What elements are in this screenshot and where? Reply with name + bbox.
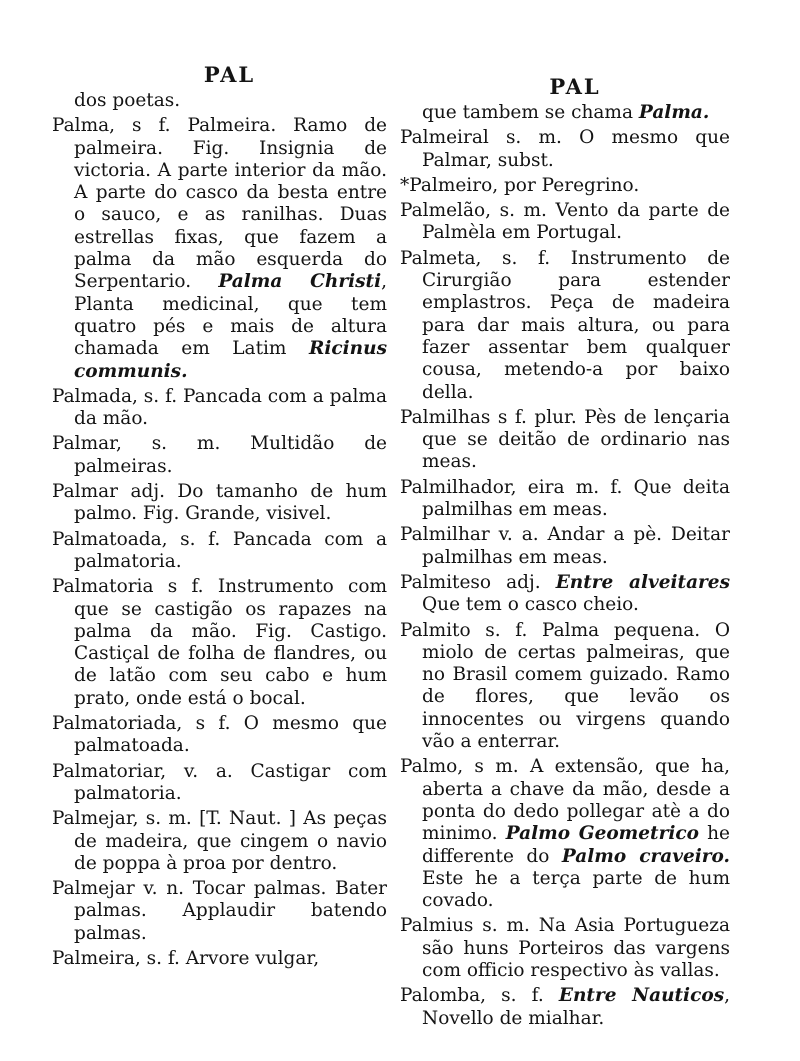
entry-palmejar-sm: Palmejar, s. m. [T. Naut. ] As peças de madeira, que cingem o navio de poppa à proa por dentro. — [52, 808, 387, 874]
left-column — [52, 60, 387, 973]
entry-palmelao: Palmelão, s. m. Vento da parte de Palmèla em Portugal. — [400, 200, 730, 244]
entry-palmatoriar: Palmatoriar, v. a. Castigar com palmatoria. — [52, 760, 387, 804]
entry-palmilhar: Palmilhar v. a. Andar a pè. Deitar palmilhas em meas. — [400, 524, 730, 568]
entry-palmatoria: Palmatoria s f. Instrumento com que se castigão os rapazes na palma da mão. Fig. Castigo. Castiçal de folha de flandres, ou de latão com seu cabo e hum prato, onde está o bocal. — [52, 576, 387, 709]
entry-palmeira: Palmeira, s. f. Arvore vulgar, — [52, 947, 320, 969]
entry-palmada: Palmada, s. f. Pancada com a palma da mão. — [52, 385, 387, 430]
entry-palmeiral: Palmeiral s. m. O mesmo que Palmar, subst. — [400, 127, 730, 171]
entry-continuation: dos poetas. — [74, 90, 181, 111]
entry-palmar-sm: Palmar, s. m. Multidão de palmeiras. — [52, 433, 387, 477]
right-running-head: PAL — [549, 74, 601, 99]
entry-palmeta: Palmeta, s. f. Instrumento de Cirurgião para estender emplastros. Peça de madeira para dar mais altura, ou para fazer assentar bem qualquer cousa, metendo-a por baixo della. — [400, 247, 730, 403]
entry-palmar-adj: Palmar adj. Do tamanho de hum palmo. Fig. Grande, visivel. — [52, 481, 387, 525]
entry-continuation: que tambem se chama Palma. — [422, 102, 710, 123]
right-column — [400, 60, 730, 1033]
entry-palma: Palma, s f. Palmeira. Ramo de palmeira. Fig. Insignia de victoria. A parte interior da mão. A parte do casco da besta entre o sauco, e as ranilhas. Duas estrellas fixas, que fazem a palma da mão esquerda do Serpentario. Palma Christi, Planta medicinal, que tem quatro pés e mais de altura chamada em Latim Ricinus communis. — [52, 115, 387, 382]
entry-palmilhador: Palmilhador, eira m. f. Que deita palmilhas em meas. — [400, 476, 730, 521]
entry-palmatoriada: Palmatoriada, s f. O mesmo que palmatoada. — [52, 713, 387, 757]
left-running-head: PAL — [203, 62, 256, 87]
entry-palmiteso: Palmiteso adj. Entre alveitares Que tem o casco cheio. — [400, 571, 730, 616]
entry-palmatoada: Palmatoada, s. f. Pancada com a palmatoria. — [52, 528, 387, 572]
entry-palmejar-vn: Palmejar v. n. Tocar palmas. Bater palmas. Applaudir batendo palmas. — [52, 878, 387, 944]
entry-palmeiro: *Palmeiro, por Peregrino. — [400, 174, 640, 196]
entry-palmito: Palmito s. f. Palma pequena. O miolo de certas palmeiras, que no Brasil comem guizado. Ramo de flores, que levão os innocentes ou virgens quando vão a enterrar. — [400, 619, 730, 753]
entry-palomba: Palomba, s. f. Entre Nauticos, Novello de mialhar. — [400, 985, 730, 1029]
entry-palmius: Palmius s. m. Na Asia Portugueza são huns Porteiros das vargens com officio respectivo às vallas. — [400, 915, 730, 981]
entry-palmo: Palmo, s m. A extensão, que ha, aberta a chave da mão, desde a ponta do dedo pollegar atè a do minimo. Palmo Geometrico he differente do Palmo craveiro. Este he a terça parte de hum covado. — [400, 756, 730, 912]
entry-palmilhas: Palmilhas s f. plur. Pès de lençaria que se deitão de ordinario nas meas. — [400, 406, 730, 473]
